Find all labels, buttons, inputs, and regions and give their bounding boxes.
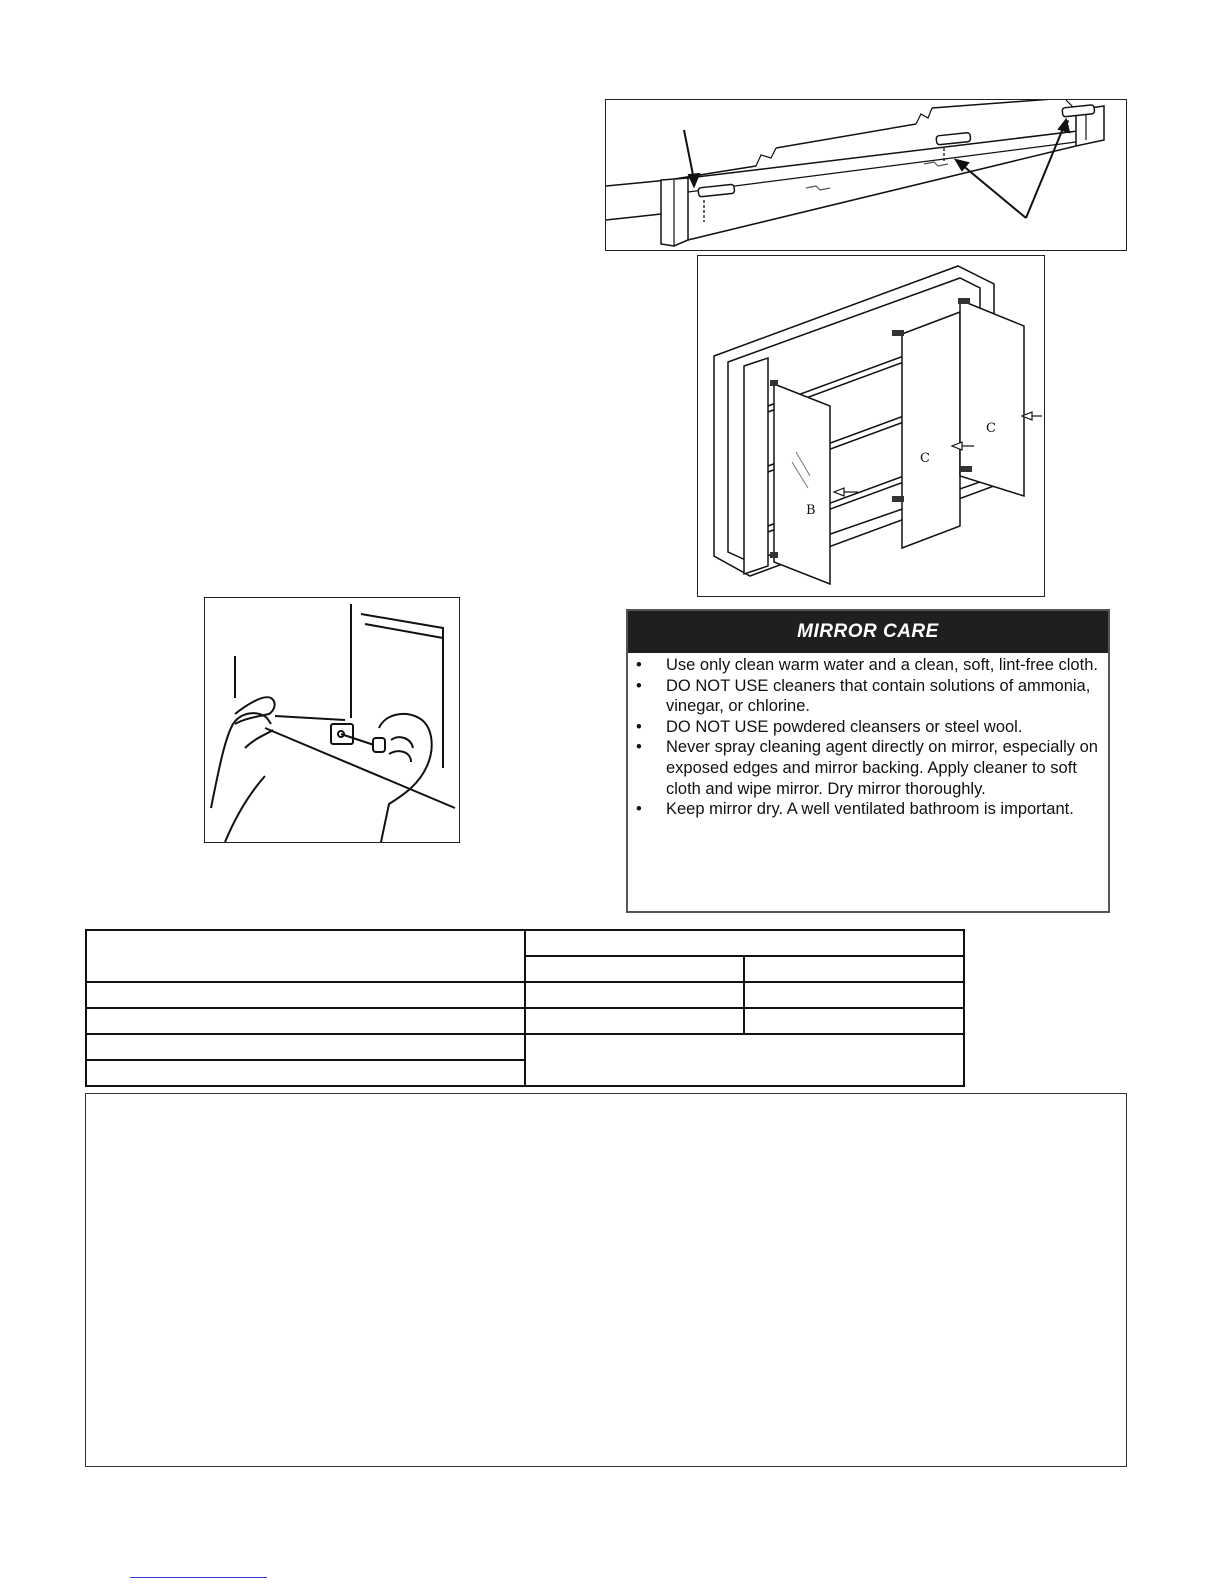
bullet: • xyxy=(636,676,642,695)
footer-link[interactable] xyxy=(130,1577,267,1578)
mirror-care-item-4: Never spray cleaning agent directly on mirror, especially on exposed edges and mirror backing. Apply cleaner to soft cloth and wipe mirror. Dry mirror thoroughly. xyxy=(666,738,1098,798)
table-cell xyxy=(86,1008,525,1034)
door-label-c-middle: C xyxy=(920,451,930,466)
table-cell xyxy=(86,1060,525,1086)
hinge-strip-figure xyxy=(605,99,1127,251)
table-cell xyxy=(86,930,525,982)
table-cell xyxy=(525,1008,745,1034)
bullet: • xyxy=(636,738,642,757)
table-cell xyxy=(525,982,745,1008)
spec-table xyxy=(85,929,965,1087)
mirror-care-item-3: DO NOT USE powdered cleansers or steel wool. xyxy=(666,717,1023,736)
notes-box xyxy=(85,1093,1127,1467)
table-cell xyxy=(744,1008,964,1034)
mirror-care-item-5: Keep mirror dry. A well ventilated bathroom is important. xyxy=(666,800,1074,819)
bullet: • xyxy=(636,800,642,819)
table-cell xyxy=(86,1034,525,1060)
mirror-care-item-1: Use only clean warm water and a clean, soft, lint-free cloth. xyxy=(666,656,1098,674)
table-cell xyxy=(525,1034,964,1086)
list-item xyxy=(636,676,1102,717)
table-cell xyxy=(744,982,964,1008)
table-cell xyxy=(86,982,525,1008)
screwdriver-adjust-figure xyxy=(204,597,460,843)
table-cell xyxy=(744,956,964,982)
table-cell xyxy=(525,930,964,956)
mirror-care-box xyxy=(626,609,1110,913)
mirror-care-item-2: DO NOT USE cleaners that contain solutions of ammonia, vinegar, or chlorine. xyxy=(666,676,1091,716)
door-label-b: B xyxy=(806,503,816,518)
door-label-c-right: C xyxy=(986,421,996,436)
bullet: • xyxy=(636,717,642,736)
list-item xyxy=(636,655,1102,676)
bullet: • xyxy=(636,656,642,674)
list-item xyxy=(636,717,1102,738)
mirror-care-title: MIRROR CARE xyxy=(628,611,1108,653)
table-cell xyxy=(525,956,745,982)
list-item xyxy=(636,737,1102,799)
list-item xyxy=(636,799,1102,820)
cabinet-doors-figure xyxy=(697,255,1045,597)
mirror-care-list xyxy=(628,653,1108,820)
